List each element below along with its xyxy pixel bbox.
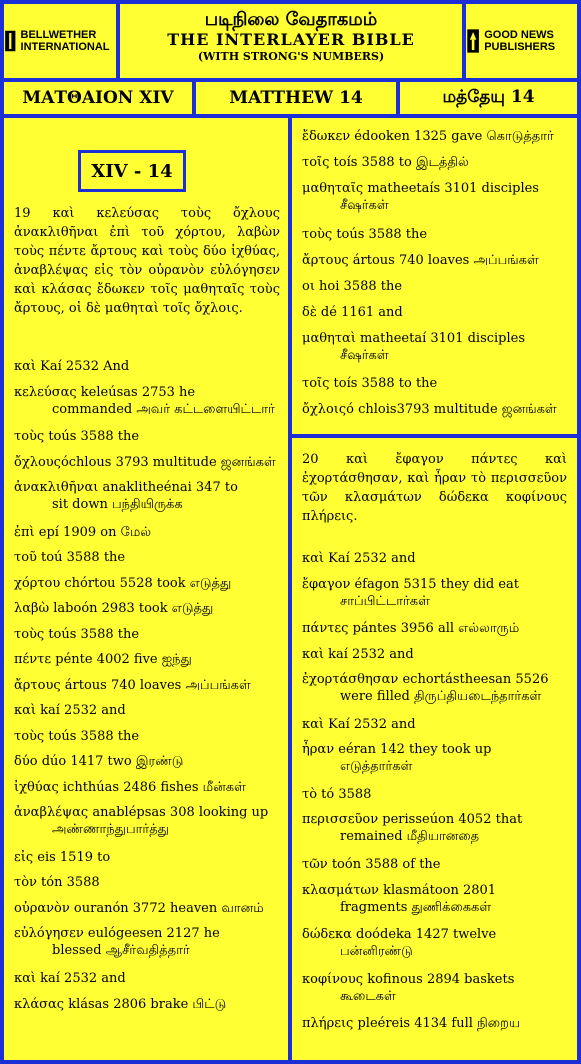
word-entry — [14, 996, 280, 1013]
left-panel — [4, 118, 288, 1060]
word-entry-line: καὶ kaí 2532 and — [302, 646, 414, 662]
word-entry-line: καὶ kaí 2532 and — [14, 703, 126, 719]
title-block — [120, 4, 462, 78]
word-entry — [302, 375, 568, 392]
word-entry-line: κλασμάτων klasmátoon 2801 — [302, 882, 497, 898]
word-entry — [302, 304, 568, 321]
word-entry-line: ἰχθύας ichthúas 2486 fishes மீன்கள் — [14, 779, 246, 795]
word-entry-line: ἦραν eéran 142 they took up — [302, 742, 492, 758]
word-entry-gloss: பன்னிரண்டு — [340, 944, 413, 960]
verse-number: 19 — [14, 206, 31, 221]
title-main: THE INTERLAYER BIBLE — [167, 30, 415, 49]
verse-body: καὶ ἔφαγον πάντες καὶ ἐχορτάσθησαν, καὶ ἦραν τὸ περισσεῦον τῶν κλασμάτων δώδεκα κοφίνους πλήρεις. — [302, 452, 567, 524]
book-tamil: மத்தேயு 14 — [400, 82, 577, 114]
word-entry — [302, 971, 568, 1005]
word-entry-line: ἄρτους ártous 740 loaves அப்பங்கள் — [14, 677, 251, 693]
word-entry-line: ἐπὶ epí 1909 on மேல் — [14, 524, 152, 540]
verse-19-text — [14, 204, 280, 318]
word-entry — [302, 646, 568, 663]
bellwether-logo — [4, 4, 116, 78]
word-entry-line: κοφίνους kofinous 2894 baskets — [302, 971, 515, 987]
right-bottom-panel — [292, 438, 577, 1060]
word-entry-line: πέντε pénte 4002 five ஐந்து — [14, 652, 192, 668]
word-entry-line: τὸν tón 3588 — [14, 875, 100, 891]
word-entry — [14, 549, 280, 566]
torch-icon — [466, 21, 480, 61]
word-entry-gloss: sit down பந்தியிருக்க — [52, 497, 183, 513]
word-entry-line: τοὺς toús 3588 the — [14, 728, 140, 744]
verse-20-text — [302, 450, 567, 526]
word-entry-gloss: எடுத்தார்கள் — [340, 759, 413, 775]
word-entry-line: εὐλόγησεν eulógeesen 2127 he — [14, 926, 220, 942]
word-entry — [14, 358, 280, 375]
word-entry-line: ἄρτους ártous 740 loaves அப்பங்கள் — [302, 252, 539, 268]
word-entry — [302, 716, 568, 733]
word-entry-line: τῶν toón 3588 of the — [302, 857, 441, 872]
word-entry-line: πάντες pántes 3956 all எல்லாரும் — [302, 621, 520, 637]
word-entry — [302, 786, 568, 803]
word-entry-gloss: commanded அவர் கட்டளையிட்டார் — [52, 401, 275, 417]
word-entry-line: οι hoi 3588 the — [302, 278, 403, 294]
verse-body: καὶ κελεύσας τοὺς ὄχλους ἀνακλιθῆναι ἐπὶ τοῦ χόρτου, λαβὼν τοὺς πέντε ἄρτους καὶ τοὺς δύο ἰχθύας, ἀναβλέψας εἰς τὸν οὐρανὸν εὐλόγησεν καὶ κλάσας ἔδωκεν τοῖς μαθηταῖς τοὺς ἄρτους, οἱ δὲ μαθηταὶ τοῖς ὄχλοις. — [14, 206, 280, 316]
word-entry-line: καὶ kaí 2532 and — [14, 971, 126, 986]
verse-label: XIV - 14 — [78, 150, 186, 192]
shepherd-icon — [4, 21, 17, 61]
good-news-logo-text: GOOD NEWS PUBLISHERS — [484, 29, 556, 53]
word-entry — [302, 278, 568, 295]
word-entry — [14, 804, 280, 838]
word-entry — [14, 900, 280, 917]
word-entry-line: περισσεῦον perisseúon 4052 that — [302, 812, 523, 828]
word-entry-line: χόρτου chórtou 5528 took எடுத்து — [14, 575, 232, 591]
word-entry — [14, 479, 280, 513]
word-entry-line: δώδεκα doódeka 1427 twelve — [302, 927, 497, 943]
word-entry-gloss: சீஷர்கள் — [340, 198, 389, 213]
word-entry-gloss: அண்ணாந்துபார்த்து — [52, 822, 169, 838]
word-entry — [14, 524, 280, 541]
word-entry — [14, 849, 280, 866]
word-entry-line: καὶ Kaí 2532 and — [302, 716, 416, 732]
word-entry — [14, 428, 280, 445]
word-entry — [14, 925, 280, 959]
word-entry — [302, 811, 568, 845]
word-entry-line: τὸ tó 3588 — [302, 786, 372, 802]
word-entry — [14, 728, 280, 745]
word-entry — [14, 651, 280, 668]
word-entry-line: ὄχλουςóchlous 3793 multitude ஜனங்கள் — [14, 454, 276, 470]
word-entry — [14, 753, 280, 770]
word-entry — [302, 926, 568, 960]
right-top-panel — [292, 118, 577, 434]
word-entry-line: ἔφαγον éfagon 5315 they did eat — [302, 576, 519, 592]
word-entry — [14, 384, 280, 418]
word-entry — [302, 576, 568, 610]
verse-number: 20 — [302, 452, 319, 467]
word-entry-line: κλάσας klásas 2806 brake பிட்டு — [14, 996, 227, 1012]
word-entry-line: καὶ Kaí 2532 And — [14, 359, 130, 374]
word-entry — [14, 970, 280, 987]
word-entry-line: λαβὼ laboón 2983 took எடுத்து — [14, 601, 214, 617]
word-entry-line: τοὺς toús 3588 the — [14, 626, 140, 642]
word-entry-line: ἐχορτάσθησαν echortástheesan 5526 — [302, 672, 549, 688]
word-entry — [14, 626, 280, 643]
word-entry — [302, 550, 568, 567]
word-entry-gloss: blessed ஆசீர்வதித்தார் — [52, 943, 190, 959]
word-entry-line: δὲ dé 1161 and — [302, 304, 403, 320]
word-entry-line: δύο dúo 1417 two இரண்டு — [14, 754, 184, 770]
word-entry — [302, 180, 568, 214]
word-entry-line: εἰς eis 1519 to — [14, 849, 111, 865]
word-entry-gloss: were filled திருப்தியடைந்தார்கள் — [340, 689, 542, 705]
word-entry-line: ἀναβλέψας anablépsas 308 looking up — [14, 805, 269, 821]
word-entry — [302, 856, 568, 873]
word-entry-line: οὐρανὸν ouranón 3772 heaven வானம் — [14, 900, 264, 916]
word-entry-line: μαθηταὶ matheetaí 3101 disciples — [302, 330, 526, 346]
word-entry-line: μαθηταῖς matheetaís 3101 disciples — [302, 181, 539, 196]
word-entry — [14, 779, 280, 796]
word-entry — [302, 128, 568, 145]
word-entry — [14, 677, 280, 694]
word-entry-line: ὄχλοιςó chlois3793 multitude ஜனங்கள் — [302, 402, 557, 417]
word-entry-gloss: கூடைகள் — [340, 988, 396, 1004]
word-entry-gloss: remained மீதியானதை — [340, 829, 480, 845]
word-entry — [302, 252, 568, 269]
word-entry — [302, 671, 568, 705]
word-entry — [302, 154, 568, 171]
word-entry-gloss: fragments துணிக்கைகள் — [340, 899, 492, 915]
word-entry — [14, 702, 280, 719]
title-sub: (WITH STRONG'S NUMBERS) — [197, 50, 385, 63]
word-entry — [302, 226, 568, 243]
word-entry-line: τοὺς toús 3588 the — [14, 429, 140, 445]
word-entry-gloss: சீஷர்கள் — [340, 347, 389, 363]
word-entry — [14, 575, 280, 592]
word-entry-gloss: சாப்பிட்டார்கள் — [340, 593, 430, 609]
word-entry-line: ἀνακλιθῆναι anaklitheénai 347 to — [14, 480, 238, 496]
word-entry — [302, 330, 568, 364]
word-entry-line: τοῖς toís 3588 to the — [302, 376, 438, 391]
word-entry-line: τοῦ toú 3588 the — [14, 550, 126, 566]
bellwether-logo-text: BELLWETHER INTERNATIONAL — [20, 29, 110, 53]
word-entry-line: ἔδωκεν édooken 1325 gave கொடுத்தார் — [302, 129, 554, 144]
word-entry — [302, 741, 568, 775]
word-entry — [14, 454, 280, 471]
word-entry-line: πλήρεις pleéreis 4134 full நிறைய — [302, 1016, 521, 1032]
word-entry-line: τοὺς toús 3588 the — [302, 226, 428, 242]
word-entry-line: κελεύσας keleúsas 2753 he — [14, 384, 196, 400]
word-entry-line: τοῖς toís 3588 to இடத்தில் — [302, 155, 469, 170]
word-entry — [302, 882, 568, 916]
word-entry — [14, 600, 280, 617]
word-entry — [302, 1015, 568, 1032]
book-greek: ΜΑΤΘΑΙΟΝ XIV — [4, 82, 192, 114]
word-entry — [302, 401, 568, 418]
word-entry — [302, 620, 568, 637]
word-entry — [14, 874, 280, 891]
word-entry-line: καὶ Kaí 2532 and — [302, 551, 416, 566]
title-tamil: படிநிலை வேதாகமம் — [204, 9, 378, 30]
book-english: MATTHEW 14 — [196, 82, 396, 114]
good-news-logo — [466, 4, 577, 78]
